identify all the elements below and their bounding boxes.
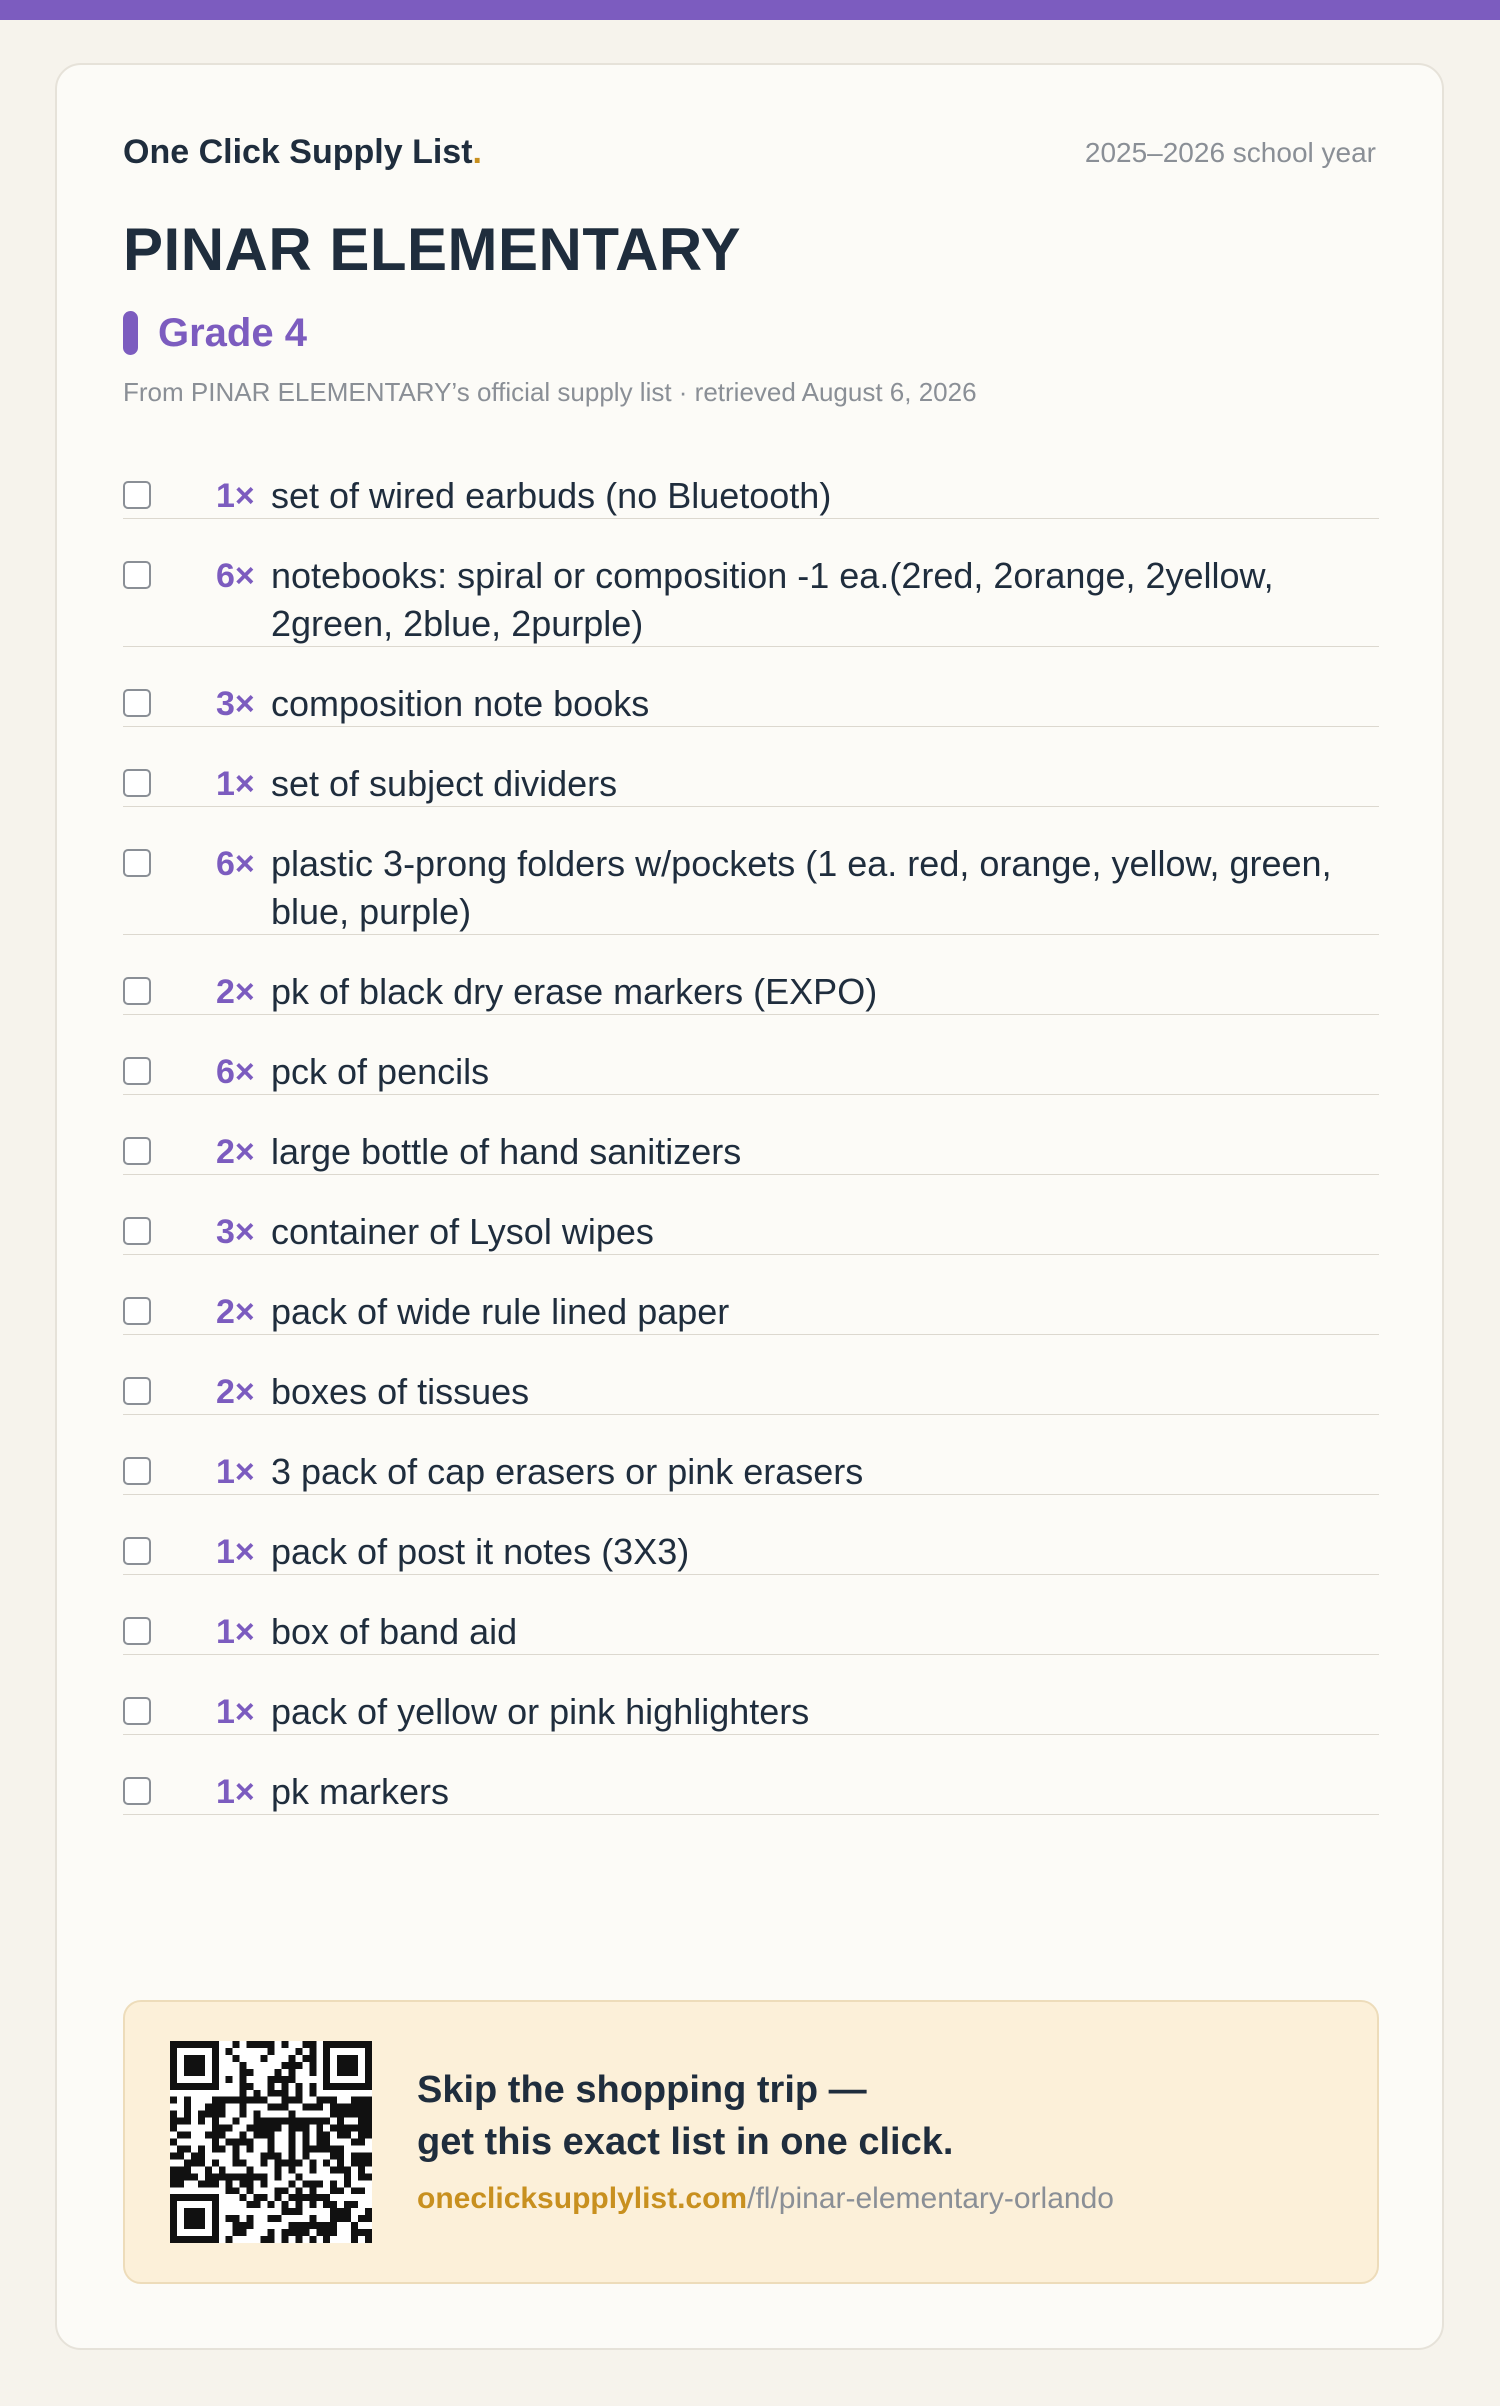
- promo-box: [123, 2000, 1379, 2284]
- promo-url-path: /fl/pinar-elementary-orlando: [747, 2182, 1114, 2215]
- item-quantity: 3×: [216, 685, 255, 723]
- item-quantity: 1×: [216, 1613, 255, 1651]
- item-checkbox[interactable]: [123, 977, 151, 1005]
- item-description: plastic 3-prong folders w/pockets (1 ea. red, orange, yellow, green, blue, purple): [271, 843, 1332, 932]
- item-checkbox[interactable]: [123, 481, 151, 509]
- item-quantity: 3×: [216, 1213, 255, 1251]
- item-quantity: 1×: [216, 1773, 255, 1811]
- item-description: pack of post it notes (3X3): [271, 1531, 690, 1572]
- item-checkbox[interactable]: [123, 1777, 151, 1805]
- item-checkbox[interactable]: [123, 1377, 151, 1405]
- item-quantity: 1×: [216, 1453, 255, 1491]
- list-item: [123, 1175, 1379, 1255]
- grade-accent-bar: [123, 311, 138, 355]
- item-description: composition note books: [271, 683, 650, 724]
- item-description: 3 pack of cap erasers or pink erasers: [271, 1451, 864, 1492]
- item-checkbox[interactable]: [123, 1537, 151, 1565]
- item-quantity: 1×: [216, 477, 255, 515]
- item-checkbox[interactable]: [123, 849, 151, 877]
- item-checkbox[interactable]: [123, 769, 151, 797]
- item-quantity: 2×: [216, 1293, 255, 1331]
- item-quantity: 2×: [216, 1133, 255, 1171]
- list-item: [123, 727, 1379, 807]
- item-description: pk of black dry erase markers (EXPO): [271, 971, 878, 1012]
- promo-link[interactable]: [417, 2182, 1114, 2216]
- item-checkbox[interactable]: [123, 1057, 151, 1085]
- item-checkbox[interactable]: [123, 561, 151, 589]
- item-checkbox[interactable]: [123, 1297, 151, 1325]
- list-item: [123, 1255, 1379, 1335]
- item-checkbox[interactable]: [123, 1617, 151, 1645]
- item-quantity: 2×: [216, 1373, 255, 1411]
- item-checkbox[interactable]: [123, 689, 151, 717]
- list-item: [123, 519, 1379, 647]
- item-description: pck of pencils: [271, 1051, 490, 1092]
- item-description: box of band aid: [271, 1611, 518, 1652]
- qr-code-icon[interactable]: [170, 2041, 372, 2243]
- grade-label: Grade 4: [158, 310, 307, 355]
- item-description: pack of wide rule lined paper: [271, 1291, 730, 1332]
- item-quantity: 1×: [216, 1533, 255, 1571]
- item-quantity: 2×: [216, 973, 255, 1011]
- item-description: large bottle of hand sanitizers: [271, 1131, 742, 1172]
- list-item: [123, 1495, 1379, 1575]
- item-checkbox[interactable]: [123, 1697, 151, 1725]
- item-quantity: 1×: [216, 1693, 255, 1731]
- item-quantity: 6×: [216, 1053, 255, 1091]
- item-quantity: 6×: [216, 557, 255, 595]
- item-description: container of Lysol wipes: [271, 1211, 654, 1252]
- list-item: [123, 1575, 1379, 1655]
- supply-list: [123, 439, 1379, 1815]
- item-description: pack of yellow or pink highlighters: [271, 1691, 810, 1732]
- item-description: set of wired earbuds (no Bluetooth): [271, 475, 832, 516]
- list-item: [123, 1095, 1379, 1175]
- brand-dot: .: [472, 133, 482, 171]
- list-item: [123, 647, 1379, 727]
- brand-logo[interactable]: [123, 133, 482, 172]
- item-description: boxes of tissues: [271, 1371, 530, 1412]
- item-checkbox[interactable]: [123, 1137, 151, 1165]
- list-item: [123, 439, 1379, 519]
- grade-heading: [123, 311, 307, 355]
- list-item: [123, 1335, 1379, 1415]
- school-year: 2025–2026 school year: [1084, 137, 1376, 168]
- list-item: [123, 1735, 1379, 1815]
- item-description: notebooks: spiral or composition -1 ea.(2red, 2orange, 2yellow, 2green, 2blue, 2purple): [271, 555, 1274, 644]
- school-name: PINAR ELEMENTARY: [123, 216, 742, 283]
- item-quantity: 1×: [216, 765, 255, 803]
- item-checkbox[interactable]: [123, 1217, 151, 1245]
- promo-headline: [417, 2064, 953, 2168]
- item-description: pk markers: [271, 1771, 450, 1812]
- supply-list-card: [55, 63, 1444, 2350]
- promo-headline-line-2: get this exact list in one click.: [417, 2121, 954, 2163]
- list-item: [123, 807, 1379, 935]
- list-item: [123, 1655, 1379, 1735]
- item-description: set of subject dividers: [271, 763, 618, 804]
- promo-url-domain: oneclicksupplylist.com: [417, 2182, 748, 2215]
- source-note: From PINAR ELEMENTARY’s official supply list · retrieved August 6, 2026: [123, 377, 977, 407]
- list-item: [123, 935, 1379, 1015]
- list-item: [123, 1415, 1379, 1495]
- brand-name: One Click Supply List: [123, 133, 473, 171]
- list-item: [123, 1015, 1379, 1095]
- top-accent-bar: [0, 0, 1500, 20]
- item-quantity: 6×: [216, 845, 255, 883]
- promo-headline-line-1: Skip the shopping trip —: [417, 2069, 867, 2111]
- item-checkbox[interactable]: [123, 1457, 151, 1485]
